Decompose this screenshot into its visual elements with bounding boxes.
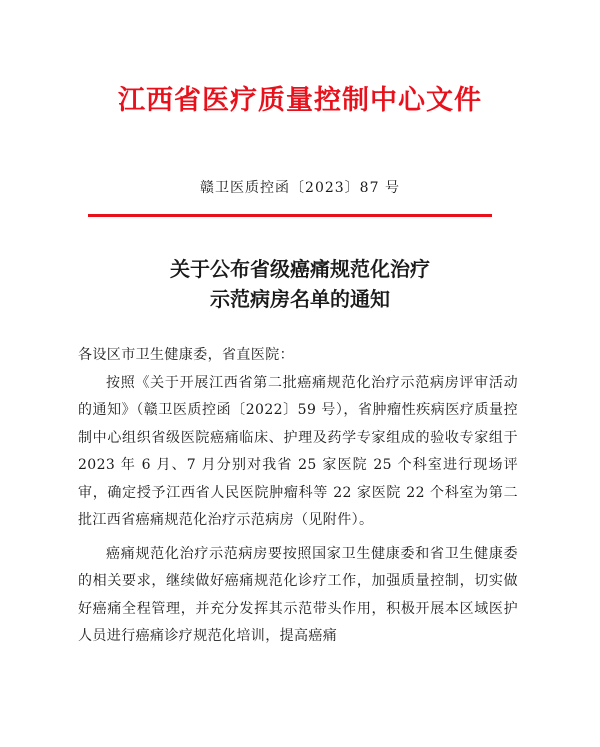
salutation: 各设区市卫生健康委，省直医院： [78,347,294,363]
document-header-title: 江西省医疗质量控制中心文件 [118,85,482,116]
header-divider [88,214,492,217]
body-paragraph-1: 按照《关于开展江西省第二批癌痛规范化治疗示范病房评审活动的通知》（赣卫医质控函〔2022〕59 号），省肿瘤性疾病医疗质量控制中心组织省级医院癌痛临床、护理及药学专家组成的验收专家组于 2023 年 6 月、7 月分别对我省 25 家医院 25 个科室进行现场评审，确定授予江西省人民医院肿瘤科等 22 家医院 22 个科室为第二批江西省癌痛规范化治疗示范病房（见附件）。 [78,374,518,528]
notice-body [78,342,518,651]
notice-title-line-1: 关于公布省级癌痛规范化治疗 [170,257,430,281]
notice-title-line-2: 示范病房名单的通知 [210,287,390,311]
document-number: 赣卫医质控函〔2023〕87 号 [200,180,400,196]
notice-title [0,254,600,314]
body-paragraph-2: 癌痛规范化治疗示范病房要按照国家卫生健康委和省卫生健康委的相关要求，继续做好癌痛规范化诊疗工作，加强质量控制，切实做好癌痛全程管理，并充分发挥其示范带头作用，积极开展本区域医护人员进行癌痛诊疗规范化培训，提高癌痛 [78,545,518,644]
